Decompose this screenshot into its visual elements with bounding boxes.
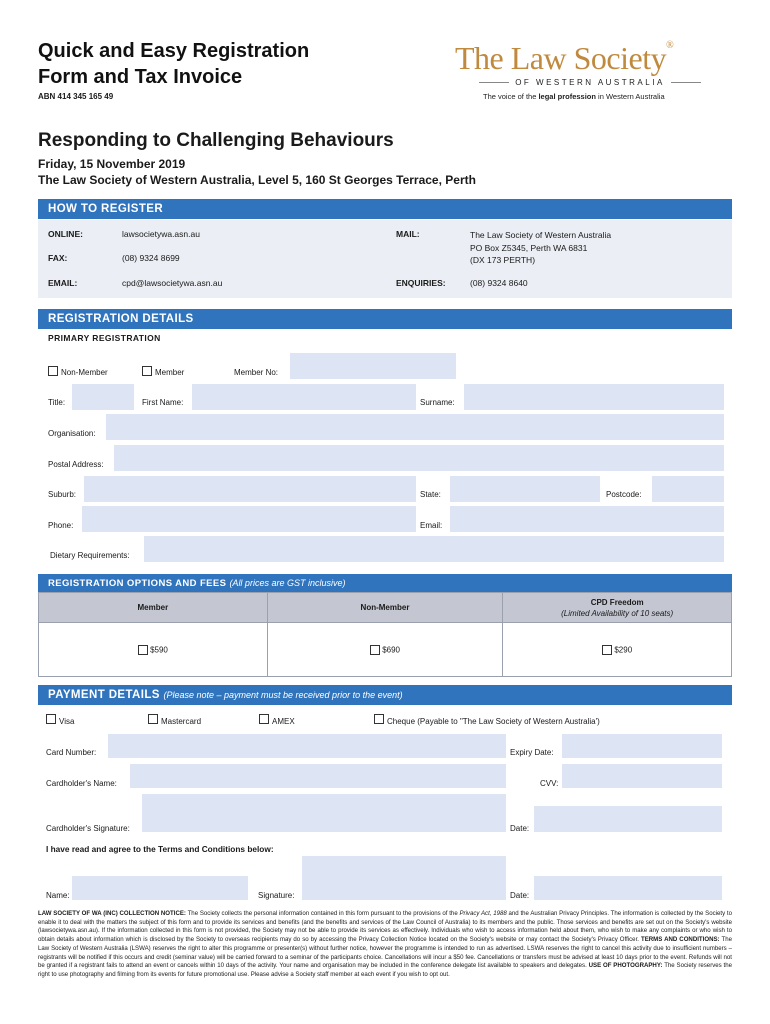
surname-field[interactable]: [464, 384, 724, 410]
state-field[interactable]: [450, 476, 600, 502]
title-label: Title:: [48, 398, 66, 407]
fee-non-member-checkbox[interactable]: [370, 645, 380, 655]
signature-date-label: Date:: [510, 824, 530, 833]
postcode-field[interactable]: [652, 476, 724, 502]
dietary-requirements-field[interactable]: [144, 536, 724, 562]
cheque-label: Cheque (Payable to "The Law Society of Western Australia'): [387, 717, 600, 726]
primary-registration-heading: PRIMARY REGISTRATION: [48, 333, 161, 343]
phone-label: Phone:: [48, 521, 74, 530]
agree-signature-label: Signature:: [258, 891, 295, 900]
fax-value: (08) 9324 8699: [122, 253, 180, 263]
non-member-label: Non-Member: [61, 368, 108, 377]
form-title-line2: Form and Tax Invoice: [38, 66, 243, 88]
member-checkbox[interactable]: [142, 366, 152, 376]
agree-name-field[interactable]: [72, 876, 248, 900]
first-name-field[interactable]: [192, 384, 416, 410]
email-label: EMAIL:: [48, 278, 78, 288]
state-label: State:: [420, 490, 441, 499]
event-venue: The Law Society of Western Australia, Level 5, 160 St Georges Terrace, Perth: [38, 173, 476, 187]
agree-name-label: Name:: [46, 891, 70, 900]
member-no-label: Member No:: [234, 368, 279, 377]
member-no-field[interactable]: [290, 353, 456, 379]
fax-label: FAX:: [48, 253, 68, 263]
fee-non-member-price: $690: [382, 645, 400, 654]
cardholder-name-field[interactable]: [130, 764, 506, 788]
card-number-label: Card Number:: [46, 748, 97, 757]
postal-address-field[interactable]: [114, 445, 724, 471]
fee-cpd-price: $290: [614, 645, 633, 654]
amex-label: AMEX: [272, 717, 295, 726]
mail-address: The Law Society of Western Australia PO Box Z5345, Perth WA 6831 (DX 173 PERTH): [470, 230, 612, 265]
cvv-field[interactable]: [562, 764, 722, 788]
cvv-label: CVV:: [540, 779, 559, 788]
fees-table: [38, 592, 732, 677]
logo-name: The Law Society: [455, 40, 667, 76]
email-link[interactable]: cpd@lawsocietywa.asn.au: [122, 278, 223, 288]
online-link[interactable]: lawsocietywa.asn.au: [122, 229, 200, 239]
terms-agreement-text: I have read and agree to the Terms and Conditions below:: [46, 844, 274, 854]
logo-subtitle: OF WESTERN AUSTRALIA: [455, 78, 725, 87]
suburb-label: Suburb:: [48, 490, 77, 499]
postcode-label: Postcode:: [606, 490, 642, 499]
mail-label: MAIL:: [396, 229, 420, 239]
fees-col-member: Member: [39, 593, 268, 623]
event-date: Friday, 15 November 2019: [38, 157, 186, 171]
abn-number: ABN 414 345 165 49: [38, 92, 114, 101]
how-to-register-header: HOW TO REGISTER: [38, 199, 732, 219]
expiry-date-label: Expiry Date:: [510, 748, 554, 757]
logo-tagline: The voice of the legal profession in Western Australia: [483, 92, 665, 101]
member-label: Member: [155, 368, 185, 377]
fee-cpd-checkbox[interactable]: [602, 645, 612, 655]
card-number-field[interactable]: [108, 734, 506, 758]
visa-checkbox[interactable]: [46, 714, 56, 724]
visa-label: Visa: [59, 717, 75, 726]
fees-col-cpd: CPD Freedom (Limited Availability of 10 seats): [503, 593, 732, 623]
agree-signature-field[interactable]: [302, 856, 506, 900]
form-title-line1: Quick and Easy Registration: [38, 40, 310, 62]
email-field[interactable]: [450, 506, 724, 532]
fee-member-checkbox[interactable]: [138, 645, 148, 655]
mastercard-label: Mastercard: [161, 717, 202, 726]
fees-col-non-member: Non-Member: [267, 593, 503, 623]
mastercard-checkbox[interactable]: [148, 714, 158, 724]
postal-address-label: Postal Address:: [48, 460, 104, 469]
event-title: Responding to Challenging Behaviours: [38, 130, 394, 151]
surname-label: Surname:: [420, 398, 455, 407]
payment-details-header: PAYMENT DETAILS (Please note – payment must be received prior to the event): [38, 685, 732, 705]
fees-non-member-cell: [267, 623, 503, 677]
organisation-label: Organisation:: [48, 429, 96, 438]
agree-date-label: Date:: [510, 891, 530, 900]
cheque-checkbox[interactable]: [374, 714, 384, 724]
agree-date-field[interactable]: [534, 876, 722, 900]
law-society-logo: [455, 40, 730, 104]
cardholder-signature-field[interactable]: [142, 794, 506, 832]
fees-member-cell: [39, 623, 268, 677]
fees-cpd-cell: [503, 623, 732, 677]
non-member-checkbox[interactable]: [48, 366, 58, 376]
signature-date-field[interactable]: [534, 806, 722, 832]
fee-member-price: $590: [150, 645, 168, 654]
cardholder-signature-label: Cardholder's Signature:: [46, 824, 130, 833]
collection-notice: LAW SOCIETY OF WA (INC) COLLECTION NOTICE: The Society collects the personal information contained in this form pursuant to the provisions of the Privacy Act, 1988 and the Australian Privacy Principles. The information is collected by the Society to enable it to deal with the matters the subject of this form and to provide its services and benefits (and the benefits and services of the Law Council of Australia) to its members and the public. Those services and benefits are set out on the Society's website (lawsocietywa.asn.au). If the information collected in this form is not provided, the Society may not be able to provide its services as effectively. Individuals who wish to access information held about them, who wish to make any complaints or who wish to obtain details about information which is disclosed by the Society to overseas recipients may do so by accessing the Privacy Collection Notice located on the Society's website or may contact the Society's Privacy Officer. TERMS AND CONDITIONS: The Law Society of Western Australia (LSWA) reserves the right to alter this programme or presenter(s) without further notice, however the programme is intended to run as advertised. LSWA reserves the right to cancel this activity due to insufficient numbers – registrants will be notified if this occurs and credit (seminar value) will be carried forward to a seminar of the participants choice. Cancellations will incur a $50 fee. Cancellations or transfers must be advised at least 10 days prior to the event. Refunds will not be granted if a registrant fails to attend an event or cancels within 10 days of the activity. Your name and organisation may be included in the conference delegate list available to speakers and delegates. USE OF PHOTOGRAPHY: The Society reserves the right to use photography and filming from its events for future promotional use. Please advise a Society staff member at each event if you wish to opt out.: [38, 910, 732, 978]
title-field[interactable]: [72, 384, 134, 410]
fees-header: REGISTRATION OPTIONS AND FEES (All prices are GST inclusive): [38, 574, 732, 592]
registration-details-header: REGISTRATION DETAILS: [38, 309, 732, 329]
suburb-field[interactable]: [84, 476, 416, 502]
logo-wordmark: The Law Society®: [455, 40, 674, 76]
expiry-date-field[interactable]: [562, 734, 722, 758]
dietary-requirements-label: Dietary Requirements:: [50, 551, 130, 560]
organisation-field[interactable]: [106, 414, 724, 440]
first-name-label: First Name:: [142, 398, 184, 407]
amex-checkbox[interactable]: [259, 714, 269, 724]
email-field-label: Email:: [420, 521, 443, 530]
cardholder-name-label: Cardholder's Name:: [46, 779, 117, 788]
phone-field[interactable]: [82, 506, 416, 532]
online-label: ONLINE:: [48, 229, 83, 239]
enquiries-label: ENQUIRIES:: [396, 278, 446, 288]
enquiries-value: (08) 9324 8640: [470, 278, 528, 288]
form-title: [38, 38, 309, 90]
